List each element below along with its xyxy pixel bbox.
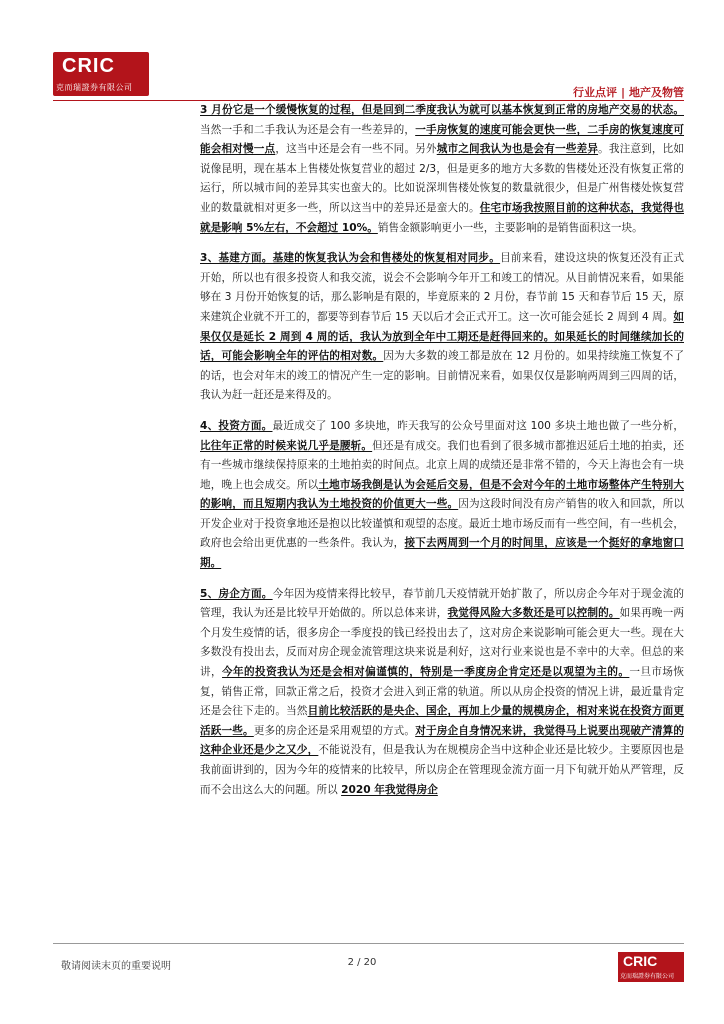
paragraph (200, 101, 684, 238)
emphasis-text: 目前比较活跃的是央企、国企，再加上少量的规模房企，相对来说在投资方面更活跃一些。 (200, 705, 684, 737)
logo-company-name: 克而瑞證券有限公司 (56, 83, 133, 92)
logo-brand: CRIC (62, 55, 115, 77)
body-text: 更多的房企还是采用观望的方式。 (253, 724, 416, 737)
emphasis-text: 如果仅仅是延长 2 周到 4 周的话，我认为放到全年中工期还是赶得回来的。如果延长的时间继续加长的话，可能会影响全年的评估的相对数。 (200, 310, 684, 363)
footer-divider (53, 943, 684, 944)
body-text: 不能说没有，但是我认为在规模房企当中这种企业还是比较少。主要原因也是我前面讲到的，因为今年的疫情来的比较早，所以房企在管理现金流方面一月下旬就开始从严管理，反而不会出这么大的问题。所以 (200, 744, 685, 796)
body-text: 销售金额影响更小一些，主要影响的是销售面积这一块。 (377, 221, 643, 234)
category-label: 行业点评 (572, 86, 617, 99)
body-text: ，这当中还是会有一些不同。另外 (275, 143, 437, 156)
sector-label: 地产及物管 (629, 86, 684, 99)
paragraph (200, 585, 684, 801)
emphasis-text: 3 月份它是一个缓慢恢复的过程，但是回到二季度我认为就可以基本恢复到正常的房地产交易的状态。 (200, 104, 684, 116)
body-text: 但还是有成交。我们也看到了很多城市都推迟延后土地的拍卖，还有一些城市继续保持原来的土地拍卖的时间点。北京上周的成绩还是非常不错的，今天上海也会有一块地，晚上也会成交。所以 (200, 439, 685, 491)
page-number: 2 / 20 (347, 957, 377, 968)
emphasis-text: 5、房企方面。 (200, 587, 273, 600)
footer-logo-company-name: 克而瑞證券有限公司 (620, 973, 675, 980)
body-text: 最近成交了 100 多块地，昨天我写的公众号里面对这 100 多块土地也做了一些分析， (272, 419, 684, 432)
emphasis-text: 城市之间我认为也是会有一些差异 (436, 143, 599, 156)
body-text: 因为大多数的竣工都是放在 12 月份的。如果持续施工恢复不了的话，也会对年末的竣工的情况产生一定的影响。目前情况来看，如果仅仅是影响两周到三四周的话，我认为赶一赶还是来得及的。 (200, 350, 684, 402)
emphasis-text: 土地市场我倒是认为会延后交易，但是不会对今年的土地市场整体产生特别大的影响，而且短期内我认为土地投资的价值更大一些。 (200, 478, 685, 511)
emphasis-text: 3、基建方面。基建的恢复我认为会和售楼处的恢复相对同步。 (200, 252, 501, 265)
report-body (200, 101, 684, 811)
paragraph (200, 417, 684, 574)
emphasis-text: 今年的投资我认为还是会相对偏谨慎的，特别是一季度房企肯定还是以观望为主的。 (222, 666, 630, 679)
body-text: 因为这段时间没有房产销售的收入和回款，所以开发企业对于投资拿地还是抱以比较谨慎和观望的态度。最近土地市场反而有一些空间，有一些机会，政府也会给出更优惠的一些条件。我认为， (200, 498, 685, 550)
paragraph (200, 249, 684, 406)
emphasis-text: 住宅市场我按照目前的这种状态，我觉得也就是影响 5%左右，不会超过 10%。 (200, 201, 685, 234)
body-text: 一旦市场恢复，销售正常，回款正常之后，投资才会进入到正常的轨道。所以从房企投资的情况上讲，最近量肯定还是会往下走的。当然 (200, 666, 685, 718)
emphasis-text: 2020 年我觉得房企 (341, 783, 438, 796)
emphasis-text: 对于房企自身情况来讲，我觉得马上说要出现破产清算的这种企业还是少之又少， (200, 724, 685, 757)
footer-logo-brand: CRIC (623, 953, 658, 969)
report-category (573, 84, 684, 100)
emphasis-text: 4、投资方面。 (200, 419, 273, 432)
footer-cric-logo (618, 952, 684, 982)
category-separator: | (620, 86, 625, 99)
emphasis-text: 比往年正常的时候来说几乎是腰斩。 (200, 439, 373, 452)
body-text: 。我注意到，比如说像昆明，现在基本上售楼处恢复营业的超过 2/3，但是更多的地方大多数的售楼处还没有恢复正常的运行，所以城市间的差异其实也蛮大的。比如说深圳售楼处恢复的数量就很少，但是广州售楼处恢复营业的数量就相对更多一些，所以这当中的差异还是蛮大的。 (200, 143, 685, 214)
body-text: 如果再晚一两个月发生疫情的话，很多房企一季度投的钱已经投出去了，这对房企来说影响可能会更大一些。现在大多数没有投出去，反而对房企现金流管理这块来说是利好，这对行业来说也是不幸中的大幸。但总的来讲， (200, 607, 685, 679)
body-text: 当然一手和二手我认为还是会有一些差异的， (200, 123, 416, 136)
footer-disclaimer: 敬请阅读末页的重要说明 (61, 961, 171, 972)
body-text: 目前来看，建设这块的恢复还没有正式开始，所以也有很多投资人和我交流，说会不会影响今年开工和竣工的情况。从目前情况来看，如果能够在 3 月份开始恢复的话，那么影响是有限的，毕竟原来的 2 月份，春节前 15 天和春节后 15 天，原来建筑企业就不开工的，都要等到春节后 15 天以后才会正式开工。这一次可能会延长 2 周到 4 周。 (200, 252, 685, 323)
emphasis-text: 接下去两周到一个月的时间里，应该是一个挺好的拿地窗口期。 (200, 537, 685, 570)
emphasis-text: 我觉得风险大多数还是可以控制的。 (447, 607, 620, 620)
emphasis-text: 一手房恢复的速度可能会更快一些，二手房的恢复速度可能会相对慢一点 (200, 123, 685, 156)
cric-logo (53, 52, 149, 96)
body-text: 今年因为疫情来得比较早，春节前几天疫情就开始扩散了，所以房企今年对于现金流的管理，我认为还是比较早开始做的。所以总体来讲， (200, 587, 684, 620)
